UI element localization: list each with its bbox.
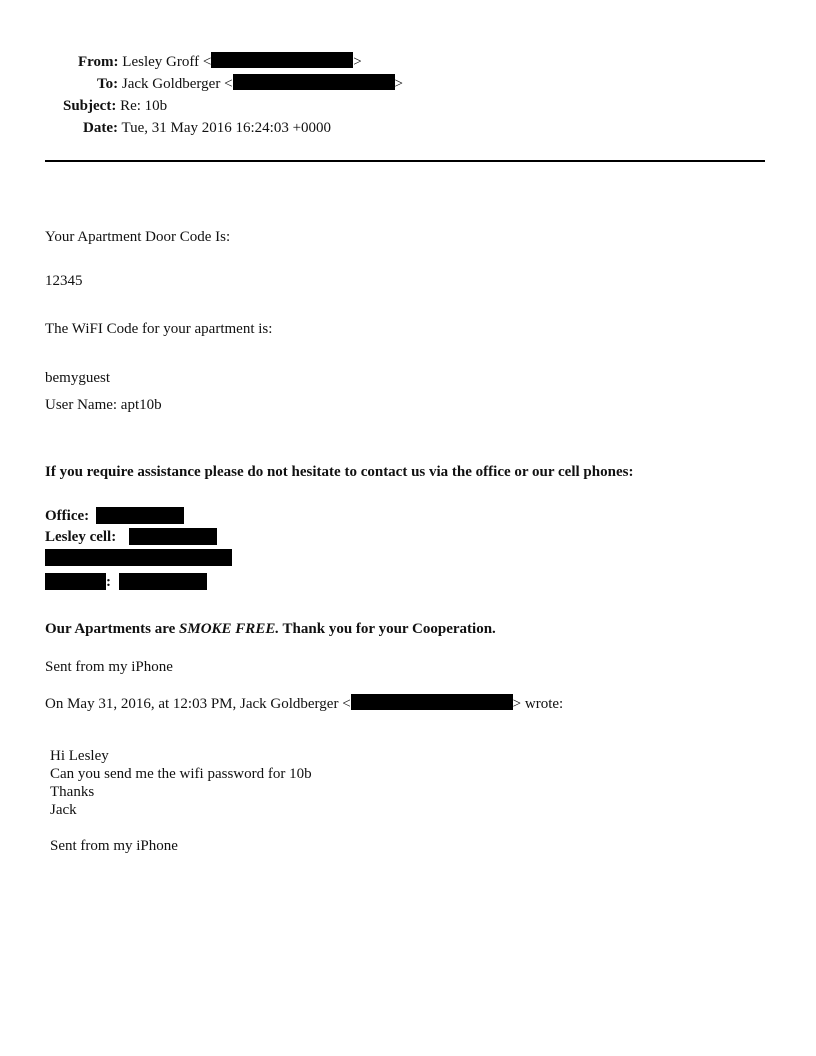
from-email-redaction: [211, 52, 353, 68]
date-row: [83, 118, 331, 138]
from-row: [78, 52, 362, 72]
redacted-label: [45, 573, 106, 590]
redacted-colon: :: [106, 574, 111, 590]
to-email-redaction: [233, 74, 395, 90]
quoted-email-redaction: [351, 694, 513, 710]
date-label: Date:: [83, 120, 118, 136]
to-label: To:: [97, 76, 119, 92]
lesley-cell-row: [45, 527, 116, 547]
from-label: From:: [78, 54, 119, 70]
smoke-post: Thank you for your Cooperation.: [279, 621, 496, 637]
username-line: User Name: apt10b: [45, 397, 162, 413]
header-divider: [45, 160, 765, 162]
to-close: >: [394, 76, 403, 92]
subject-row: [63, 96, 167, 116]
smoke-pre: Our Apartments are: [45, 621, 180, 637]
sent-from-signature: Sent from my iPhone: [45, 659, 173, 675]
office-row: [45, 506, 89, 526]
quoted-line-1: Hi Lesley: [50, 748, 109, 764]
office-label: Office:: [45, 508, 90, 524]
on-date-pre: On May 31, 2016, at 12:03 PM, Jack Goldberger <: [45, 696, 351, 712]
lesley-cell-label: Lesley cell:: [45, 529, 117, 545]
door-code-intro: Your Apartment Door Code Is:: [45, 229, 231, 245]
to-name: Jack Goldberger <: [121, 76, 233, 92]
quoted-line-4: Jack: [50, 802, 77, 818]
redacted-line: [45, 549, 232, 566]
smoke-emphasis: SMOKE FREE.: [179, 621, 280, 637]
subject-label: Subject:: [63, 98, 117, 114]
office-number-redaction: [96, 507, 184, 524]
redacted-number: [119, 573, 207, 590]
smoke-free-line: [45, 619, 496, 639]
on-date-wrote: [45, 694, 563, 714]
from-close: >: [353, 54, 362, 70]
quoted-line-3: Thanks: [50, 784, 95, 800]
lesley-cell-redaction: [129, 528, 217, 545]
assistance-text: If you require assistance please do not hesitate to contact us via the office or our cell phones:: [45, 464, 634, 480]
quoted-line-5: Sent from my iPhone: [50, 838, 178, 854]
subject-value: Re: 10b: [120, 98, 168, 114]
quoted-line-2: Can you send me the wifi password for 10b: [50, 766, 312, 782]
wifi-code: bemyguest: [45, 370, 110, 386]
from-name: Lesley Groff <: [122, 54, 212, 70]
door-code: 12345: [45, 273, 83, 289]
date-value: Tue, 31 May 2016 16:24:03 +0000: [121, 120, 332, 136]
to-row: [97, 74, 403, 94]
wifi-intro: The WiFI Code for your apartment is:: [45, 321, 273, 337]
on-date-post: > wrote:: [512, 696, 564, 712]
